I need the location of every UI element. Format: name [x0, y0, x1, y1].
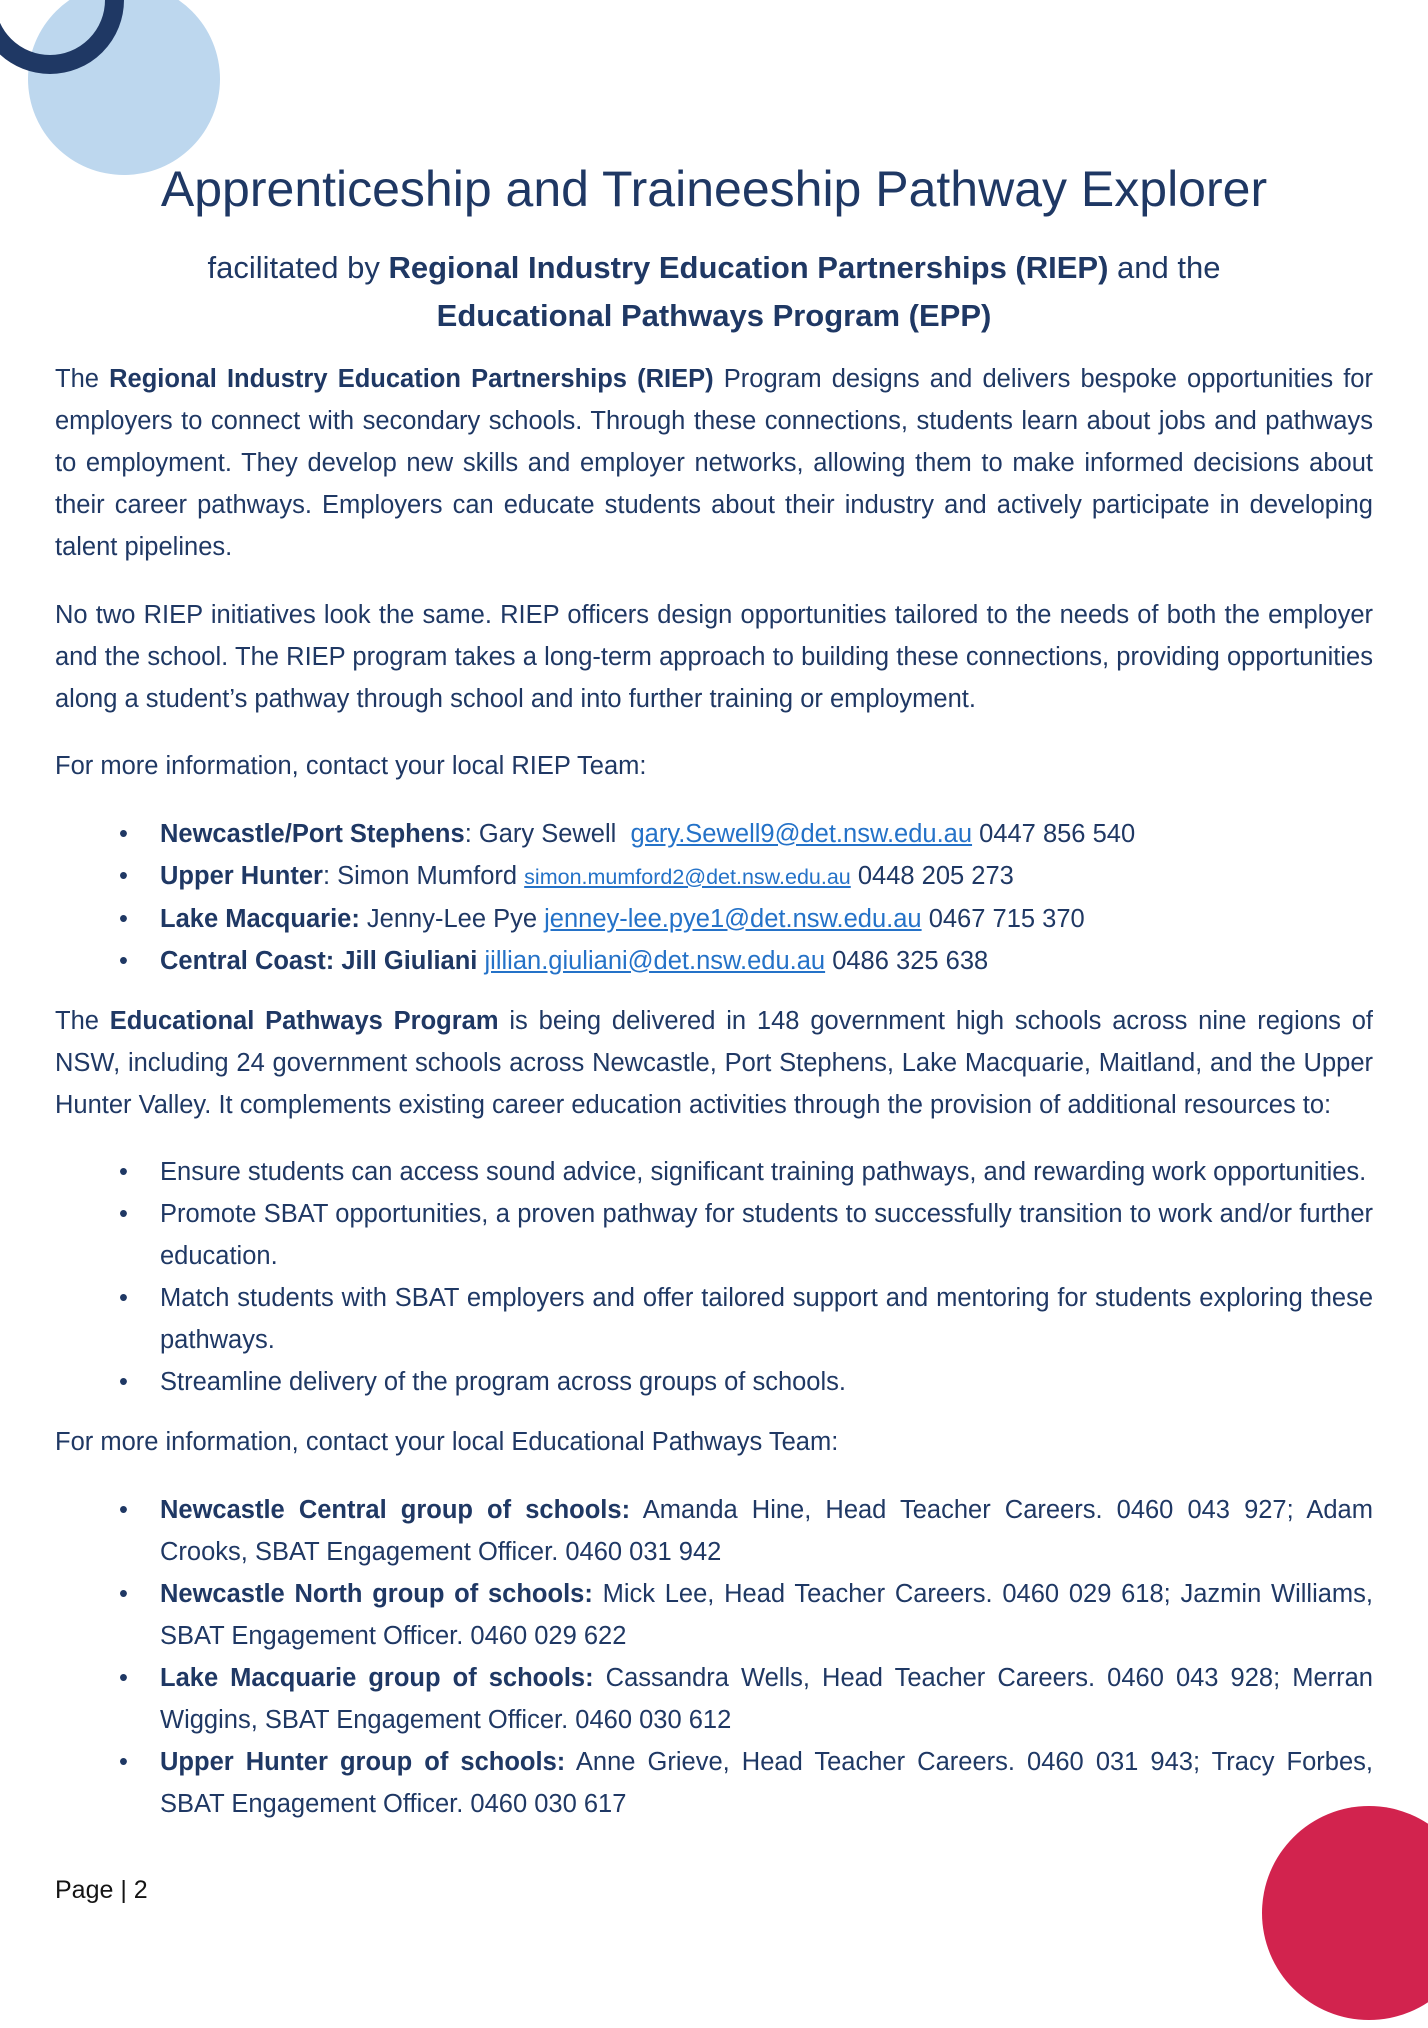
text-run: Cassandra Wells, Head Teacher Careers. 0460 043 928; Merran Wiggins, SBAT Engagement Officer. 0460 030 612 — [160, 1663, 1373, 1734]
text-run: The — [55, 365, 110, 393]
riep-contact-item-upper-hunter — [55, 855, 1373, 898]
text-run: : Gary Sewell — [464, 819, 631, 848]
paragraph-riep-approach — [55, 594, 1373, 720]
riep-contact-item-newcastle-port-stephens — [55, 813, 1373, 855]
text-run: Newcastle Central group of schools: — [160, 1495, 631, 1524]
epp-contact-item-newcastle-north — [55, 1573, 1373, 1657]
email-link[interactable]: jillian.giuliani@det.nsw.edu.au — [484, 946, 826, 975]
text-run: : Simon Mumford — [322, 861, 525, 890]
epp-contact-item-upper-hunter — [55, 1741, 1373, 1825]
paragraph-epp-intro — [55, 1000, 1373, 1126]
text-run: and the — [1108, 250, 1221, 285]
text-run: Central Coast: Jill Giuliani — [160, 946, 478, 975]
epp-contact-lead: For more information, contact your local Educational Pathways Team: — [55, 1428, 839, 1456]
riep-contact-list — [55, 813, 1373, 982]
text-run: Regional Industry Education Partnerships (RIEP) — [388, 250, 1109, 285]
text-run: 0486 325 638 — [825, 946, 989, 975]
text-run: Regional Industry Education Partnerships (RIEP) — [109, 365, 714, 393]
text-run: No two RIEP initiatives look the same. RIEP officers design opportunities tailored to the needs of both the employer and the school. The RIEP program takes a long-term approach to building these connections, providing opportunities along a student’s pathway through school and into further training or employment. — [55, 600, 1373, 713]
email-link[interactable]: gary.Sewell9@det.nsw.edu.au — [630, 819, 973, 848]
epp-goal-item: • Promote SBAT opportunities, a proven pathway for students to successfully transition to work and/or further education. — [55, 1193, 1373, 1277]
crimson-circle-decoration — [1262, 1806, 1428, 2020]
subtitle-line-2 — [55, 292, 1373, 340]
text-run: Anne Grieve, Head Teacher Careers. 0460 031 943; Tracy Forbes, SBAT Engagement Officer. 0460 030 617 — [160, 1747, 1373, 1818]
epp-contact-item-newcastle-central — [55, 1489, 1373, 1573]
page-number: Page | 2 — [55, 1876, 148, 1904]
page-title: Apprenticeship and Traineeship Pathway Explorer — [160, 161, 1268, 217]
epp-goal-item: • Ensure students can access sound advice, significant training pathways, and rewarding work opportunities. — [55, 1151, 1373, 1193]
text-run — [477, 947, 484, 975]
text-run: Mick Lee, Head Teacher Careers. 0460 029 618; Jazmin Williams, SBAT Engagement Officer. 0460 029 622 — [160, 1579, 1374, 1650]
riep-contact-item-central-coast — [55, 940, 1373, 982]
text-run: The — [55, 1006, 110, 1035]
text-run: 0447 856 540 — [972, 819, 1136, 848]
riep-contact-lead: For more information, contact your local RIEP Team: — [55, 752, 647, 780]
text-run: Educational Pathways Program — [109, 1006, 499, 1035]
text-run: Newcastle North group of schools: — [160, 1579, 593, 1608]
epp-goal-list — [55, 1151, 1373, 1403]
epp-goal-item: • Streamline delivery of the program across groups of schools. — [55, 1361, 1373, 1403]
epp-contact-list — [55, 1489, 1373, 1825]
text-run: facilitated by — [207, 250, 389, 285]
epp-contact-item-lake-macquarie — [55, 1657, 1373, 1741]
text-run: Newcastle/Port Stephens — [160, 819, 465, 848]
text-run: Lake Macquarie group of schools: — [160, 1663, 594, 1692]
text-run: 0448 205 273 — [850, 861, 1014, 890]
subtitle-line-1 — [55, 244, 1373, 292]
page-subtitle — [55, 244, 1373, 340]
text-run: Educational Pathways Program (EPP) — [436, 298, 992, 333]
text-run: Amanda Hine, Head Teacher Careers. 0460 043 927; Adam Crooks, SBAT Engagement Officer. 0460 031 942 — [160, 1495, 1373, 1566]
riep-contact-item-lake-macquarie — [55, 898, 1373, 940]
epp-goal-item: • Match students with SBAT employers and offer tailored support and mentoring for students exploring these pathways. — [55, 1277, 1373, 1361]
paragraph-riep-intro — [55, 358, 1373, 568]
text-run: Upper Hunter — [160, 861, 323, 890]
text-run: Program designs and delivers bespoke opportunities for employers to connect with secondary schools. Through these connections, students learn about jobs and pathways to employment. They develop new skills and employer networks, allowing them to make informed decisions about their career pathways. Employers can educate students about their industry and actively participate in developing talent pipelines. — [55, 365, 1373, 561]
email-link[interactable]: jenney-lee.pye1@det.nsw.edu.au — [544, 904, 922, 933]
document-body — [55, 0, 1373, 1825]
text-run: Jenny-Lee Pye — [359, 904, 545, 933]
text-run: Lake Macquarie: — [160, 904, 360, 933]
text-run: is being delivered in 148 government high schools across nine regions of NSW, including 24 government schools across Newcastle, Port Stephens, Lake Macquarie, Maitland, and the Upper Hunter Valley. It complements existing career education activities through the provision of additional resources to: — [55, 1006, 1373, 1119]
email-link[interactable]: simon.mumford2@det.nsw.edu.au — [524, 864, 851, 889]
text-run: Upper Hunter group of schools: — [160, 1747, 566, 1776]
text-run: 0467 715 370 — [921, 904, 1085, 933]
